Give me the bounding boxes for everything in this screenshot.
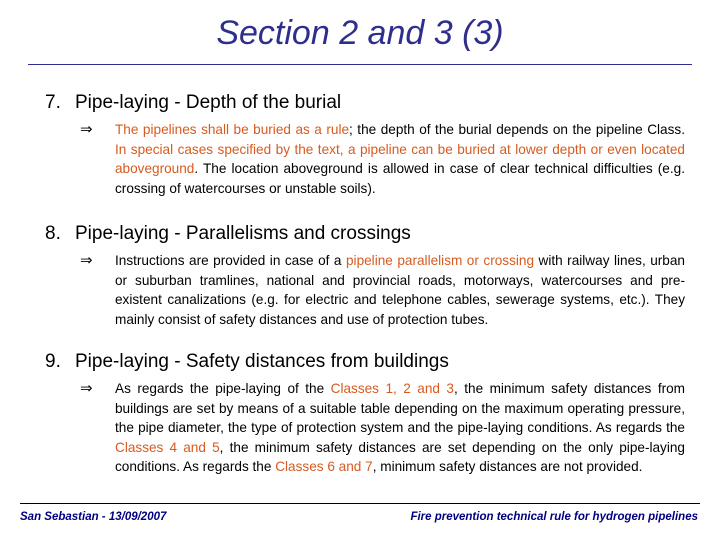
bullet-paragraph	[115, 251, 685, 329]
section-9	[45, 351, 695, 477]
section-heading	[45, 351, 695, 373]
body-text: , the minimum safety distances are set depending on the only pipe-laying conditions. As regards the	[115, 439, 685, 474]
body-text: with railway lines, urban or suburban tramlines, national and provincial roads, motorways, watercourses and pre-existent canalizations (e.g. for electric and telephone cables, sewerage systems, etc.). They mainly consist of safety distances and use of protection tubes.	[115, 253, 685, 327]
section-heading-text: Pipe-laying - Depth of the burial	[75, 92, 342, 113]
right-arrow-icon: ⇒	[80, 380, 93, 397]
section-heading	[45, 92, 695, 114]
footer-divider	[20, 503, 700, 504]
highlight-text: The pipelines shall be buried as a rule	[115, 122, 350, 137]
section-heading	[45, 223, 695, 245]
body-text: ; the depth of the burial depends on the pipeline Class.	[349, 122, 685, 137]
section-number: 9.	[45, 351, 61, 372]
section-number: 8.	[45, 223, 61, 244]
highlight-text: Classes 4 and 5	[115, 439, 220, 455]
body-text: , minimum safety distances are not provided.	[372, 459, 643, 474]
section-8	[45, 223, 695, 329]
footer-document-title: Fire prevention technical rule for hydrogen pipelines	[410, 511, 698, 523]
right-arrow-icon: ⇒	[80, 252, 93, 269]
right-arrow-icon: ⇒	[80, 121, 93, 138]
title-divider	[28, 64, 692, 65]
bullet-paragraph	[115, 379, 685, 477]
highlight-text: pipeline parallelism or crossing	[345, 253, 535, 268]
section-7	[45, 92, 695, 198]
slide-title: Section 2 and 3 (3)	[216, 14, 504, 52]
bullet-paragraph	[115, 120, 685, 198]
body-text: As regards the pipe-laying of the	[115, 381, 331, 396]
body-text: , the minimum safety distances from buildings are set by means of a suitable table depending on the maximum operating pressure, the pipe diameter, the type of protection system and the pipe-laying conditions. As regards the	[115, 381, 686, 435]
section-heading-text: Pipe-laying - Safety distances from buildings	[75, 351, 449, 372]
body-text: . The location aboveground is allowed in case of clear technical difficulties (e.g. crossing of watercourses or unstable soils).	[115, 161, 685, 196]
highlight-text: Classes 6 and 7	[275, 459, 373, 474]
bullet-item	[45, 120, 695, 198]
body-text: Instructions are provided in case of a	[115, 253, 346, 268]
section-number: 7.	[45, 92, 61, 113]
footer-location-date: San Sebastian - 13/09/2007	[20, 511, 167, 523]
highlight-text: In special cases specified by the text, a pipeline can be buried at lower depth or even located aboveground	[115, 141, 685, 176]
highlight-text: Classes 1, 2 and 3	[330, 381, 454, 396]
bullet-item	[45, 379, 695, 477]
section-heading-text: Pipe-laying - Parallelisms and crossings	[75, 223, 411, 244]
bullet-item	[45, 251, 695, 329]
